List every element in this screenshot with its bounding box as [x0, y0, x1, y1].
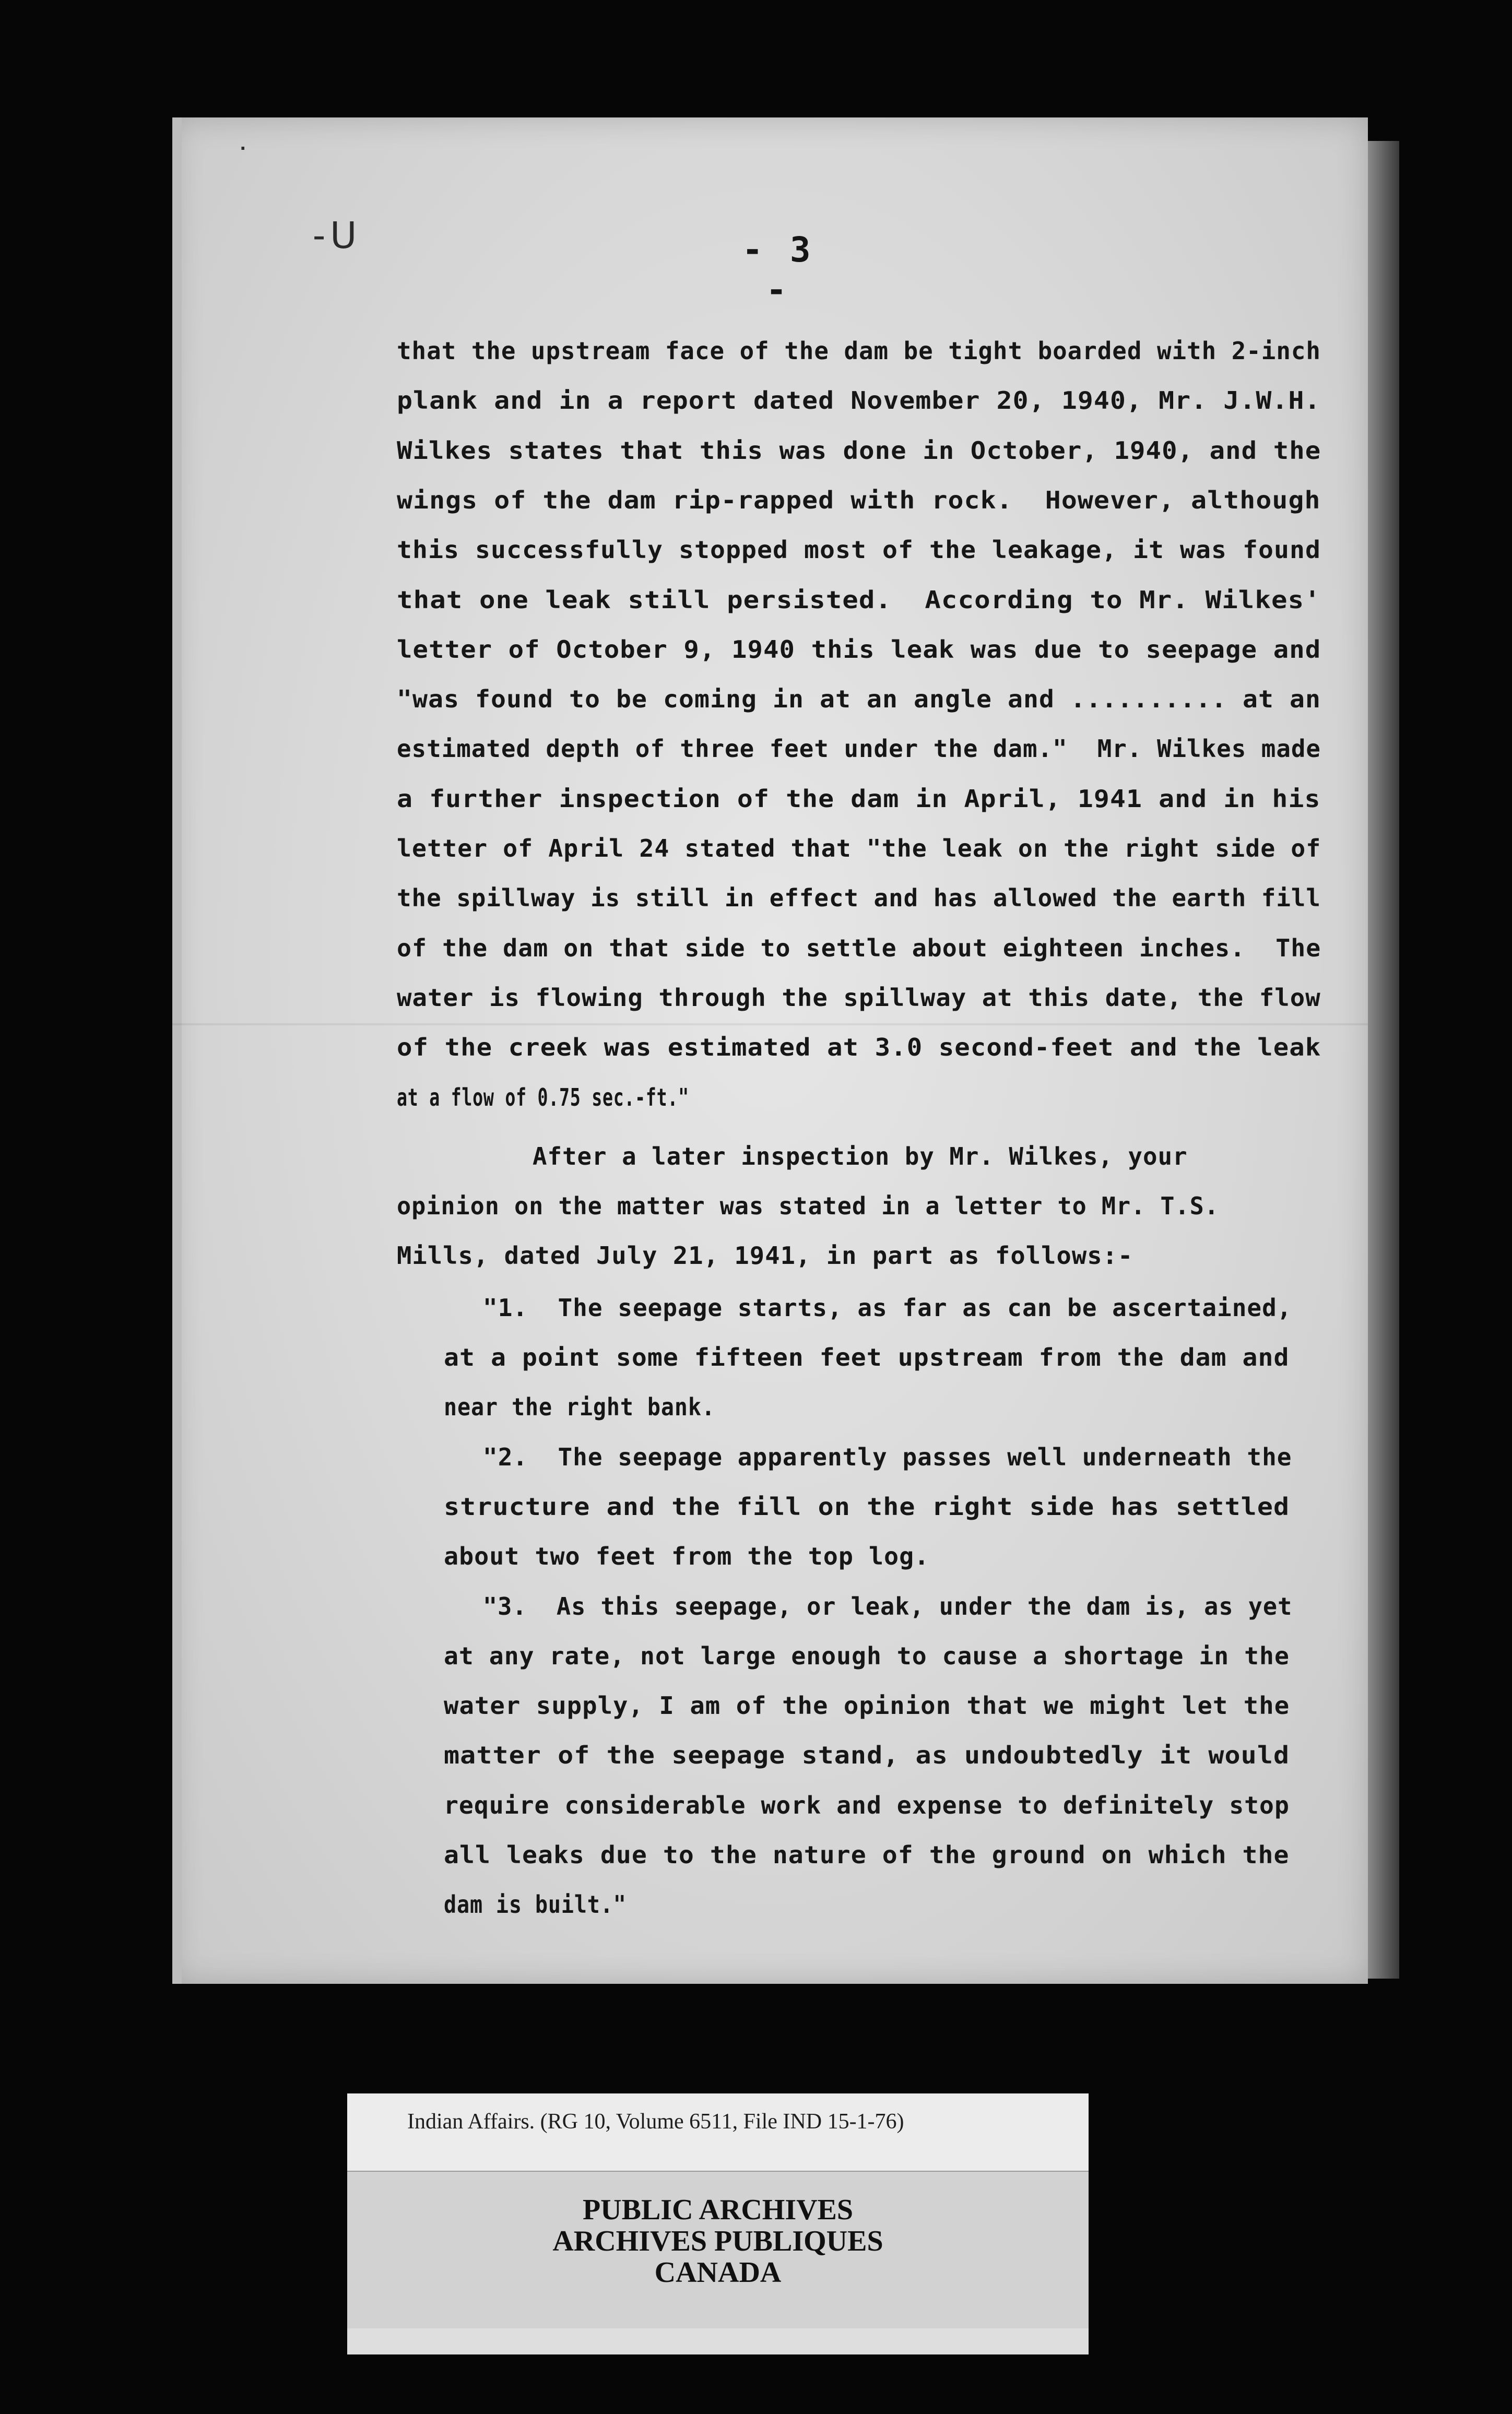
archive-label-bottom-strip	[347, 2328, 1089, 2354]
margin-speck: ·	[238, 138, 249, 159]
text-line: of the dam on that side to settle about eighteen inches. The	[397, 933, 1321, 962]
page-number: - 3 -	[742, 230, 814, 310]
text-line: at a point some fifteen feet upstream from the dam and	[444, 1343, 1290, 1371]
text-line: matter of the seepage stand, as undoubtedly it would	[444, 1741, 1290, 1770]
page-left-edge	[172, 117, 182, 1984]
stamp-line-canada: CANADA	[654, 2256, 782, 2289]
text-line: water is flowing through the spillway at this date, the flow	[397, 983, 1321, 1012]
text-line: "was found to be coming in at an angle and .......... at an	[397, 685, 1321, 714]
archive-citation: Indian Affairs. (RG 10, Volume 6511, File IND 15-1-76)	[407, 2110, 904, 2134]
text-line: "1. The seepage starts, as far as can be ascertained,	[483, 1293, 1292, 1322]
text-line: estimated depth of three feet under the dam." Mr. Wilkes made	[397, 735, 1321, 763]
text-line: structure and the fill on the right side has settled	[444, 1492, 1290, 1521]
text-line: Mills, dated July 21, 1941, in part as follows:-	[397, 1241, 1133, 1270]
text-line: this successfully stopped most of the leakage, it was found	[397, 536, 1321, 564]
text-line: at any rate, not large enough to cause a shortage in the	[444, 1641, 1290, 1670]
text-line: After a later inspection by Mr. Wilkes, your	[533, 1142, 1188, 1170]
text-line: dam is built."	[444, 1890, 627, 1919]
text-line: water supply, I am of the opinion that we might let the	[444, 1691, 1290, 1720]
text-line: of the creek was estimated at 3.0 second-feet and the leak	[397, 1033, 1321, 1062]
stamp-line-public-archives: PUBLIC ARCHIVES	[582, 2194, 854, 2226]
text-line: near the right bank.	[444, 1393, 715, 1422]
page-fold	[172, 1023, 1368, 1025]
text-line: that the upstream face of the dam be tight boarded with 2-inch	[397, 337, 1321, 365]
margin-hook-mark: -ᑌ	[308, 214, 357, 257]
text-line: Wilkes states that this was done in October, 1940, and the	[397, 436, 1321, 465]
text-line: wings of the dam rip-rapped with rock. However, although	[397, 486, 1321, 514]
text-line: about two feet from the top log.	[444, 1542, 930, 1571]
stamp-line-archives-publiques: ARCHIVES PUBLIQUES	[552, 2225, 883, 2257]
text-line: plank and in a report dated November 20, 1940, Mr. J.W.H.	[397, 386, 1321, 415]
text-line: at a flow of 0.75 sec.-ft."	[397, 1083, 689, 1111]
text-line: all leaks due to the nature of the ground on which the	[444, 1841, 1290, 1869]
text-line: "2. The seepage apparently passes well underneath the	[483, 1442, 1292, 1471]
text-line: require considerable work and expense to definitely stop	[444, 1791, 1290, 1819]
text-line: letter of April 24 stated that "the leak on the right side of	[397, 834, 1321, 862]
text-line: the spillway is still in effect and has allowed the earth fill	[397, 884, 1321, 913]
text-line: "3. As this seepage, or leak, under the dam is, as yet	[483, 1592, 1293, 1620]
text-line: that one leak still persisted. According to Mr. Wilkes'	[397, 585, 1321, 614]
text-line: letter of October 9, 1940 this leak was due to seepage and	[397, 635, 1321, 664]
text-line: opinion on the matter was stated in a letter to Mr. T.S.	[397, 1192, 1219, 1221]
text-line: a further inspection of the dam in April, 1941 and in his	[397, 784, 1321, 813]
